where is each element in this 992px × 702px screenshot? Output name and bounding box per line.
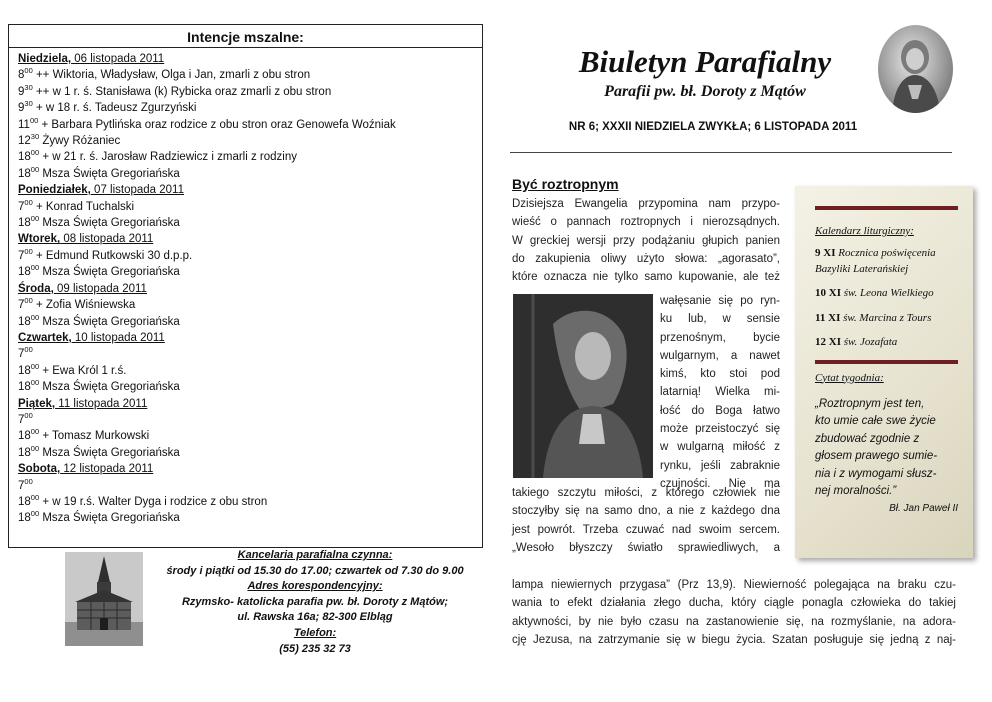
calendar-date: 12 XI bbox=[815, 336, 841, 348]
intention-day-date: 12 listopada 2011 bbox=[60, 463, 154, 476]
intention-hour: 18 bbox=[18, 364, 31, 377]
intention-day-date: 11 listopada 2011 bbox=[55, 397, 148, 410]
intention-day-header bbox=[18, 281, 473, 297]
intention-row bbox=[18, 510, 473, 526]
intention-minutes: 00 bbox=[30, 509, 40, 519]
calendar-saint: św. Jozafata bbox=[840, 336, 898, 348]
article-line: w wulgarną miłość z bbox=[660, 441, 780, 454]
quote-line: „Roztropnym jest ten, bbox=[815, 397, 925, 410]
intention-day-date: 10 listopada 2011 bbox=[71, 331, 165, 344]
intention-minutes: 00 bbox=[30, 165, 40, 175]
calendar-entry bbox=[815, 311, 958, 327]
quote-line: nej moralności.” bbox=[815, 485, 897, 498]
intention-day-date: 08 listopada 2011 bbox=[60, 233, 154, 246]
intention-text: + w 19 r.ś. Walter Dyga i rodzice z obu stron bbox=[39, 495, 268, 508]
phone-heading: Telefon: bbox=[293, 626, 337, 639]
intention-minutes: 30 bbox=[24, 99, 33, 109]
parish-name: Parafii pw. bł. Doroty z Mątów bbox=[604, 83, 806, 100]
calendar-date: 11 XI bbox=[815, 311, 841, 324]
intention-day-name: Wtorek, bbox=[18, 233, 61, 246]
intention-row bbox=[18, 248, 473, 264]
article-line: Dzisiejsza Ewangelia przypomina nam przypo- bbox=[512, 198, 780, 210]
intention-hour: 18 bbox=[18, 151, 31, 164]
intention-hour: 7 bbox=[18, 479, 25, 492]
article-line: czujności. Nie ma bbox=[660, 477, 780, 490]
quote-line: kto umie całe swe życie bbox=[815, 415, 936, 428]
intention-day-date: 09 listopada 2011 bbox=[53, 282, 147, 295]
intention-hour: 18 bbox=[18, 315, 31, 328]
sidebar-divider-2 bbox=[815, 360, 958, 364]
article-line: wulgarnym, a nawet bbox=[660, 349, 780, 362]
praying-madonna-image bbox=[513, 294, 653, 478]
intention-row bbox=[18, 346, 473, 362]
article-line: cję Jezusa, na zatrzymanie się w biegu życia. Szatan posługuje się jedną z naj- bbox=[512, 633, 956, 646]
intention-minutes: 00 bbox=[30, 263, 40, 273]
intention-hour: 18 bbox=[18, 381, 31, 394]
intention-hour: 18 bbox=[18, 217, 31, 230]
header-divider bbox=[510, 152, 952, 153]
intention-text: Msza Święta Gregoriańska bbox=[39, 167, 180, 180]
intention-row bbox=[18, 100, 473, 116]
calendar-saint: Rocznica poświęcenia Bazyliki Laterańskiej bbox=[815, 247, 936, 275]
intention-text: Żywy Różaniec bbox=[39, 135, 121, 148]
phone-number: (55) 235 32 73 bbox=[279, 642, 351, 655]
article-line: ku lub, w sensie bbox=[660, 313, 780, 326]
address-line-2: ul. Rawska 16a; 82-300 Elbląg bbox=[237, 611, 393, 624]
intention-text: ++ w 1 r. ś. Stanisława (k) Rybicka oraz zmarli z obu stron bbox=[32, 85, 332, 98]
intention-day-date: 07 listopada 2011 bbox=[90, 184, 184, 197]
intention-row bbox=[18, 314, 473, 330]
church-photo bbox=[65, 552, 143, 646]
article-title: Być roztropnym bbox=[512, 176, 619, 192]
intention-minutes: 00 bbox=[24, 345, 33, 355]
intention-row bbox=[18, 166, 473, 182]
intention-row bbox=[18, 84, 473, 100]
intention-hour: 9 bbox=[18, 102, 25, 115]
intention-minutes: 00 bbox=[30, 378, 40, 388]
intention-row bbox=[18, 199, 473, 215]
intention-row bbox=[18, 297, 473, 313]
article-line: które oznacza nie tylko samo kupowanie, ale też bbox=[512, 271, 780, 284]
calendar-saint: św. Marcina z Tours bbox=[840, 311, 932, 324]
bulletin-title: Biuletyn Parafialny bbox=[578, 44, 832, 79]
intention-row bbox=[18, 67, 473, 83]
intention-text: Msza Święta Gregoriańska bbox=[39, 315, 180, 328]
liturgical-sidebar bbox=[795, 186, 973, 558]
saint-portrait-icon bbox=[878, 25, 953, 113]
calendar-saint: św. Leona Wielkiego bbox=[840, 287, 934, 299]
intention-text: Msza Święta Gregoriańska bbox=[39, 217, 180, 230]
intention-minutes: 00 bbox=[24, 296, 33, 306]
calendar-entry bbox=[815, 335, 958, 351]
intention-minutes: 30 bbox=[30, 132, 40, 142]
article-line: łość do Boga łatwo bbox=[660, 404, 780, 417]
intention-minutes: 00 bbox=[29, 115, 39, 125]
weekly-quote bbox=[815, 396, 958, 502]
madonna-icon bbox=[513, 294, 653, 478]
calendar-entry bbox=[815, 246, 958, 277]
article-line: wania to efekt działania złego ducha, który ciągle ponagla człowieka do takiej bbox=[512, 597, 956, 610]
address-line-1: Rzymsko- katolicka parafia pw. bł. Doroty z Mątów; bbox=[181, 595, 449, 608]
mass-intentions-box bbox=[8, 24, 483, 548]
article-line: „Wesoło błyszczy światło sprawiedliwych, a bbox=[512, 541, 780, 554]
calendar-heading: Kalendarz liturgiczny: bbox=[815, 225, 914, 237]
intention-row bbox=[18, 478, 473, 494]
quote-heading: Cytat tygodnia: bbox=[815, 371, 884, 384]
intention-hour: 7 bbox=[18, 200, 25, 213]
intention-minutes: 00 bbox=[24, 66, 33, 76]
intention-hour: 18 bbox=[18, 430, 31, 443]
intention-text: Msza Święta Gregoriańska bbox=[39, 266, 180, 279]
intention-row bbox=[18, 428, 473, 444]
article-line: stoczyłby się na samo dno, a nie z każdego dna bbox=[512, 505, 780, 518]
intention-hour: 8 bbox=[18, 69, 25, 82]
intention-day-header bbox=[18, 330, 473, 346]
intention-minutes: 00 bbox=[24, 247, 33, 257]
calendar-entry bbox=[815, 286, 958, 302]
intention-text: + Edmund Rutkowski 30 d.p.p. bbox=[32, 249, 193, 262]
intention-row bbox=[18, 215, 473, 231]
office-hours: środy i piątki od 15.30 do 17.00; czwartek od 7.30 do 9.00 bbox=[166, 564, 464, 577]
intention-row bbox=[18, 412, 473, 428]
article-line: latarnią! Wielka mi- bbox=[660, 386, 780, 399]
article-line: wieść o pannach roztropnych i nierozsądnych. bbox=[512, 216, 780, 229]
intention-text: Msza Święta Gregoriańska bbox=[39, 446, 180, 459]
intention-hour: 18 bbox=[18, 446, 31, 459]
intention-text: + w 21 r. ś. Jarosław Radziewicz i zmarli z rodziny bbox=[39, 151, 298, 164]
intention-minutes: 30 bbox=[24, 82, 33, 92]
intention-row bbox=[18, 149, 473, 165]
article-line: aktywności, by nie było czasu na zastanowienie się, na rozmyślanie, na adora- bbox=[512, 615, 956, 628]
article-line: rynku, jeśli zabraknie bbox=[660, 459, 780, 472]
intention-minutes: 00 bbox=[24, 476, 33, 486]
intention-hour: 7 bbox=[18, 348, 25, 361]
intention-day-header bbox=[18, 231, 473, 247]
intention-text: Msza Święta Gregoriańska bbox=[39, 381, 180, 394]
intentions-list bbox=[18, 51, 473, 527]
article-line: wałęsanie się po ryn- bbox=[660, 295, 780, 307]
intention-hour: 7 bbox=[18, 413, 25, 426]
intention-minutes: 00 bbox=[30, 427, 40, 437]
intention-text: + Tomasz Murkowski bbox=[39, 430, 150, 443]
intention-hour: 18 bbox=[18, 266, 31, 279]
office-label: Kancelaria bbox=[237, 549, 294, 561]
intention-hour: 18 bbox=[18, 167, 31, 180]
article-line: przenośnym, bycie bbox=[660, 331, 780, 344]
article-line: lampa niewiernych przygasa” (Prz 13,9). Niewierność polegająca na braku czu- bbox=[512, 579, 956, 591]
calendar-date: 10 XI bbox=[815, 287, 841, 299]
intention-day-header bbox=[18, 51, 473, 67]
intention-hour: 18 bbox=[18, 495, 31, 508]
article-line: jest powrót. Trzeba czuwać nad swoim sercem. bbox=[512, 523, 780, 536]
issue-line: NR 6; XXXII NIEDZIELA ZWYKŁA; 6 LISTOPADA 2011 bbox=[568, 121, 858, 133]
intention-day-name: Czwartek, bbox=[18, 331, 72, 344]
address-heading: Adres korespondencyjny: bbox=[247, 580, 383, 593]
intention-minutes: 00 bbox=[30, 443, 40, 453]
office-label-rest: parafialna czynna: bbox=[293, 549, 393, 561]
intention-text: + Konrad Tuchalski bbox=[32, 200, 135, 213]
intention-row bbox=[18, 494, 473, 510]
article-text-side bbox=[660, 292, 780, 493]
quote-line: nia i z wymogami słusz- bbox=[815, 467, 937, 480]
intention-minutes: 00 bbox=[24, 411, 33, 421]
intention-hour: 12 bbox=[18, 135, 31, 148]
article-text-top bbox=[512, 195, 780, 286]
intention-hour: 7 bbox=[18, 249, 25, 262]
intention-text: + Zofia Wiśniewska bbox=[32, 299, 136, 312]
intention-day-date: 06 listopada 2011 bbox=[71, 53, 165, 65]
article-text-bottom bbox=[512, 576, 956, 649]
intention-minutes: 00 bbox=[30, 148, 40, 158]
article-line: W greckiej wersji przy podążaniu głupich panien bbox=[512, 234, 780, 247]
intention-minutes: 00 bbox=[30, 361, 40, 371]
intention-minutes: 00 bbox=[30, 493, 40, 503]
intention-day-header bbox=[18, 461, 473, 477]
intention-row bbox=[18, 445, 473, 461]
intention-hour: 7 bbox=[18, 299, 25, 312]
sidebar-divider bbox=[815, 206, 958, 210]
article-line: do zakupienia oliwy użyto słowa: „agorasato”, bbox=[512, 252, 780, 265]
calendar-date: 9 XI bbox=[815, 247, 836, 259]
intention-row bbox=[18, 379, 473, 395]
intention-day-header bbox=[18, 182, 473, 198]
article-text-mid bbox=[512, 484, 780, 557]
intention-day-name: Środa, bbox=[18, 282, 54, 295]
intention-text: ++ Wiktoria, Władysław, Olga i Jan, zmarli z obu stron bbox=[32, 69, 311, 82]
church-icon bbox=[65, 552, 143, 646]
intention-hour: 11 bbox=[18, 118, 30, 131]
intention-minutes: 00 bbox=[30, 312, 40, 322]
intention-day-header bbox=[18, 396, 473, 412]
intentions-title: Intencje mszalne: bbox=[9, 29, 482, 48]
intention-day-name: Sobota, bbox=[18, 463, 61, 476]
calendar-list bbox=[815, 246, 958, 351]
article-line: takiego szczytu miłości, z którego człowiek nie bbox=[512, 487, 780, 499]
parish-office-info bbox=[150, 548, 480, 657]
article-line: może przeistoczyć się bbox=[660, 423, 780, 436]
intention-hour: 9 bbox=[18, 85, 25, 98]
intention-hour: 18 bbox=[18, 512, 31, 525]
quote-line: głosem prawego sumie- bbox=[815, 450, 938, 463]
intention-day-name: Poniedziałek, bbox=[18, 184, 91, 197]
intention-day-name: Niedziela, bbox=[18, 53, 72, 65]
intention-minutes: 00 bbox=[30, 214, 40, 224]
intention-text: + Ewa Król 1 r.ś. bbox=[39, 364, 127, 377]
intention-minutes: 00 bbox=[24, 197, 33, 207]
intention-text: Msza Święta Gregoriańska bbox=[39, 512, 180, 525]
article-line: kimś, kto stoi pod bbox=[660, 368, 780, 381]
intention-row bbox=[18, 363, 473, 379]
quote-author: Bł. Jan Paweł II bbox=[889, 503, 958, 515]
intention-text: + w 18 r. ś. Tadeusz Zgurzyński bbox=[32, 102, 197, 115]
intention-day-name: Piątek, bbox=[18, 397, 56, 410]
intention-row bbox=[18, 133, 473, 149]
saint-portrait bbox=[878, 25, 953, 113]
intention-row bbox=[18, 117, 473, 133]
quote-line: zbudować zgodnie z bbox=[815, 432, 920, 445]
intention-text: + Barbara Pytlińska oraz rodzice z obu stron oraz Genowefa Woźniak bbox=[38, 118, 396, 131]
intention-row bbox=[18, 264, 473, 280]
office-hours-heading bbox=[150, 548, 480, 564]
